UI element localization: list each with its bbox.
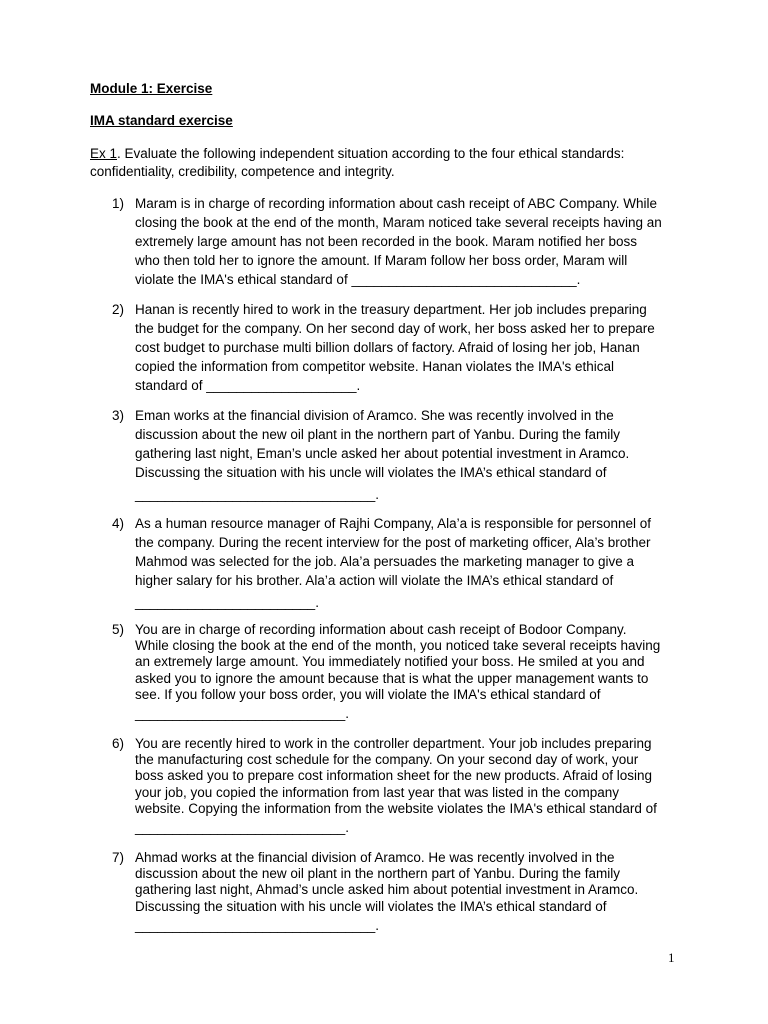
exercise-instruction: . Evaluate the following independent situation according to the four ethical standards: confidentiality, credibility, competence and integrity.: [90, 146, 625, 179]
page-number: 1: [668, 950, 675, 965]
question-line: closing the book at the end of the month, Maram noticed take several receipts having an: [135, 215, 662, 230]
question-line: boss asked you to prepare cost information sheet for the new products. Afraid of losing: [135, 768, 653, 784]
question-number: 5): [112, 622, 125, 637]
question-line: copied the information from competitor website. Hanan violates the IMA's ethical: [135, 359, 615, 374]
question-line: ____________________________.: [135, 706, 349, 722]
question-line: Mahmod was selected for the job. Ala’a persuades the marketing manager to give a: [135, 554, 635, 569]
question-line: ________________________________.: [135, 917, 380, 933]
question-line: gathering last night, Eman’s uncle asked her about potential investment in Aramco.: [135, 446, 630, 461]
question-item-2: [112, 300, 682, 395]
question-item-5: [112, 622, 682, 722]
question-item-1: [112, 194, 682, 289]
question-number: 4): [112, 516, 125, 531]
question-line: You are in charge of recording information about cash receipt of Bodoor Company.: [135, 622, 627, 637]
question-line: who then told her to ignore the amount. If Maram follow her boss order, Maram will: [135, 253, 628, 268]
section-title: IMA standard exercise: [90, 113, 233, 128]
question-item-4: [112, 514, 682, 612]
question-line: discussion about the new oil plant in the northern part of Yanbu. During the family: [135, 866, 621, 882]
question-line: Eman works at the financial division of Aramco. She was recently involved in the: [135, 408, 614, 423]
exercise-label: Ex 1: [90, 146, 118, 161]
question-number: 6): [112, 736, 125, 751]
question-line: ________________________.: [135, 595, 319, 610]
question-number: 7): [112, 850, 125, 865]
question-line: As a human resource manager of Rajhi Company, Ala’a is responsible for personnel of: [135, 516, 652, 531]
question-line: violate the IMA's ethical standard of ______________________________.: [135, 272, 581, 287]
question-line: an extremely large amount. You immediately notified your boss. He smiled at you and: [135, 654, 645, 670]
question-item-6: [112, 736, 682, 836]
question-line: You are recently hired to work in the controller department. Your job includes preparing: [135, 736, 652, 751]
module-title: Module 1: Exercise: [90, 81, 213, 96]
question-line: Hanan is recently hired to work in the treasury department. Her job includes preparing: [135, 302, 647, 317]
question-line: your job, you copied the information from last year that was listed in the company: [135, 784, 619, 800]
question-number: 1): [112, 196, 125, 211]
question-line: While closing the book at the end of the month, you noticed take several receipts having: [135, 638, 661, 654]
question-line: cost budget to purchase multi billion dollars of factory. Afraid of losing her job, Hanan: [135, 340, 640, 355]
question-line: extremely large amount has not been recorded in the book. Maram notified her boss: [135, 234, 638, 249]
question-line: the company. During the recent interview for the post of marketing officer, Ala’s brother: [135, 535, 651, 550]
question-line: the budget for the company. On her second day of work, her boss asked her to prepare: [135, 321, 655, 336]
exercise-intro: [90, 145, 690, 181]
question-line: Discussing the situation with his uncle will violates the IMA’s ethical standard of: [135, 465, 607, 480]
question-line: Maram is in charge of recording information about cash receipt of ABC Company. While: [135, 196, 657, 211]
question-line: discussion about the new oil plant in the northern part of Yanbu. During the family: [135, 427, 621, 442]
question-item-3: [112, 406, 682, 504]
question-line: ________________________________.: [135, 487, 380, 502]
question-line: website. Copying the information from the website violates the IMA's ethical standard of: [135, 800, 657, 816]
question-line: gathering last night, Ahmad’s uncle asked him about potential investment in Aramco.: [135, 882, 639, 898]
question-line: the manufacturing cost schedule for the company. On your second day of work, your: [135, 752, 639, 768]
question-line: Ahmad works at the financial division of Aramco. He was recently involved in the: [135, 850, 615, 865]
question-number: 2): [112, 302, 125, 317]
question-line: Discussing the situation with his uncle will violates the IMA’s ethical standard of: [135, 898, 607, 914]
question-line: asked you to ignore the amount because that is what the upper management wants to: [135, 670, 649, 686]
question-line: ____________________________.: [135, 820, 349, 836]
question-line: see. If you follow your boss order, you will violate the IMA's ethical standard of: [135, 686, 601, 702]
question-number: 3): [112, 408, 125, 423]
question-line: higher salary for his brother. Ala’a action will violate the IMA’s ethical standard of: [135, 573, 614, 588]
question-item-7: [112, 850, 682, 934]
question-line: standard of ____________________.: [135, 378, 361, 393]
